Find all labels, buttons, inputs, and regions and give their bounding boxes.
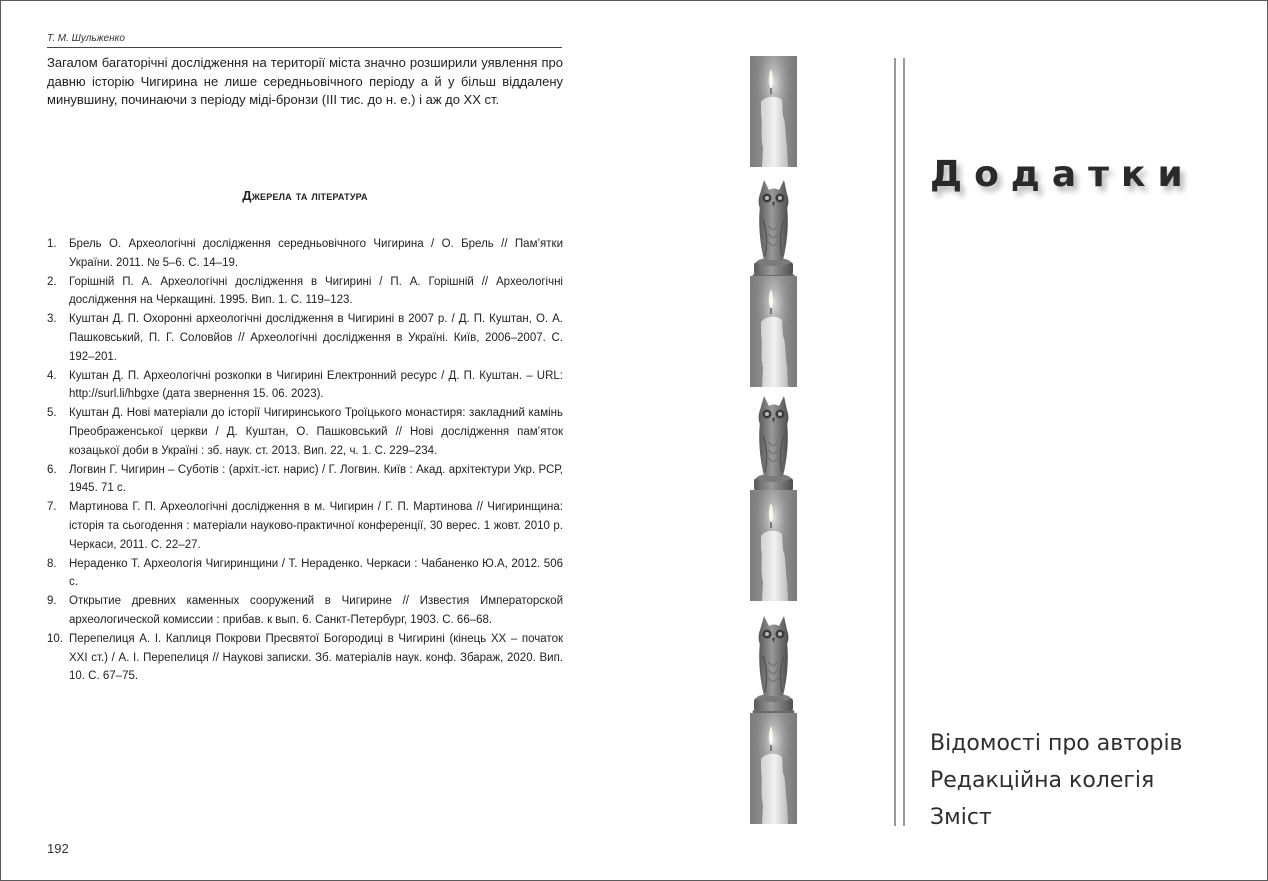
owl-figurine-photo-icon [750, 176, 797, 287]
reference-item [47, 310, 563, 366]
contents-item[interactable]: Зміст [930, 805, 992, 830]
reference-item [47, 461, 563, 499]
reference-text: Куштан Д. Нові матеріали до історії Чигиринського Троїцького монастиря: закладний камінь Преображенської церкви / Д. Куштан, О. Пашковський // Нові дослідження пам’яток козацької доби в Україні : зб. наук. ст. 2013. Вип. 22, ч. 1. С. 229–234. [69, 407, 563, 457]
reference-number: 7. [47, 501, 57, 514]
candle-photo-icon [750, 56, 797, 167]
reference-item [47, 630, 563, 686]
appendix-contents [930, 725, 1183, 836]
owl-figurine-photo-icon [750, 612, 797, 723]
contents-item[interactable]: Редакційна колегія [930, 768, 1155, 793]
candle-photo-icon [750, 713, 797, 824]
reference-item [47, 273, 563, 311]
reference-number: 1. [47, 238, 57, 250]
reference-item [47, 404, 563, 460]
reference-list [47, 235, 563, 686]
intro-paragraph: Загалом багаторічні дослідження на території міста значно розширили уявлення про давню історію Чигирина не лише середньовічного періоду а й у більш віддалену минувшину, починаючи з періоду міді-бронзи (ІІІ тис. до н. е.) і аж до ХХ ст. [47, 55, 563, 108]
reference-item [47, 592, 563, 630]
sources-heading [47, 188, 563, 203]
vertical-rule-left [894, 58, 896, 826]
reference-text: Брель О. Археологічні дослідження середньовічного Чигирина / О. Брель // Пам’ятки України. 2011. № 5–6. С. 14–19. [69, 238, 563, 269]
reference-item [47, 235, 563, 273]
reference-item [47, 498, 563, 554]
reference-text: Куштан Д. П. Археологічні розкопки в Чигирині Електронний ресурс / Д. П. Куштан. – URL: http://surl.li/hbgxe (дата звернення 15. 06. 2023). [69, 369, 563, 401]
reference-text: Мартинова Г. П. Археологічні дослідження в м. Чигирин / Г. П. Мартинова // Чигиринщина: історія та сьогодення : матеріали науково-практичної конференції, 30 верес. 1 жовт. 2010 р. Черкаси, 2011. С. 22–27. [69, 501, 563, 551]
reference-text: Нераденко Т. Археологія Чигиринщини / Т. Нераденко. Черкаси : Чабаненко Ю.А, 2012. 506 с. [69, 557, 563, 589]
reference-number: 6. [47, 463, 57, 476]
reference-text: Открытие древних каменных сооружений в Чигирине // Известия Императорской археологической комиссии : прибав. к вып. 6. Санкт-Петербург, 1903. С. 66–68. [69, 595, 563, 626]
running-head: Т. М. Шульженко [47, 33, 125, 44]
reference-number: 2. [47, 275, 57, 288]
owl-figurine-photo-icon [750, 392, 797, 503]
contents-item[interactable]: Відомості про авторів [930, 731, 1183, 756]
reference-number: 3. [47, 313, 57, 326]
page-number: 192 [47, 841, 69, 856]
reference-text: Перепелиця А. І. Каплиця Покрови Пресвятої Богородиці в Чигирині (кінець ХХ – початок ХХІ ст.) / А. І. Перепелиця // Наукові записки. Зб. матеріалів наук. конф. Збараж, 2020. Вип. 10. С. 67–75. [69, 632, 563, 683]
reference-text: Горішній П. А. Археологічні дослідження в Чигирині / П. А. Горішній // Археологічні дослідження на Черкащині. 1995. Вип. 1. С. 119–123. [69, 275, 563, 307]
candle-photo-icon [750, 276, 797, 387]
reference-number: 10. [47, 632, 63, 645]
reference-number: 5. [47, 407, 57, 420]
vertical-rule-right [903, 58, 905, 826]
reference-number: 9. [47, 595, 57, 608]
reference-item [47, 367, 563, 405]
reference-text: Куштан Д. П. Охоронні археологічні дослідження в Чигирині в 2007 р. / Д. П. Куштан, О. А. Пашковський, П. Г. Соловйов // Археологічні дослідження в Україні. Київ, 2006–2007. С. 192–201. [69, 313, 563, 363]
candle-photo-icon [750, 490, 797, 601]
reference-item [47, 555, 563, 593]
reference-number: 8. [47, 557, 57, 570]
section-title: Додатки [930, 154, 1195, 195]
sources-heading-text: Джерела та література [242, 188, 368, 203]
reference-text: Логвин Г. Чигирин – Суботів : (архіт.-іст. нарис) / Г. Логвин. Київ : Акад. архітектури Укр. РСР, 1945. 71 с. [69, 463, 563, 495]
reference-number: 4. [47, 369, 57, 382]
header-rule [47, 47, 562, 48]
